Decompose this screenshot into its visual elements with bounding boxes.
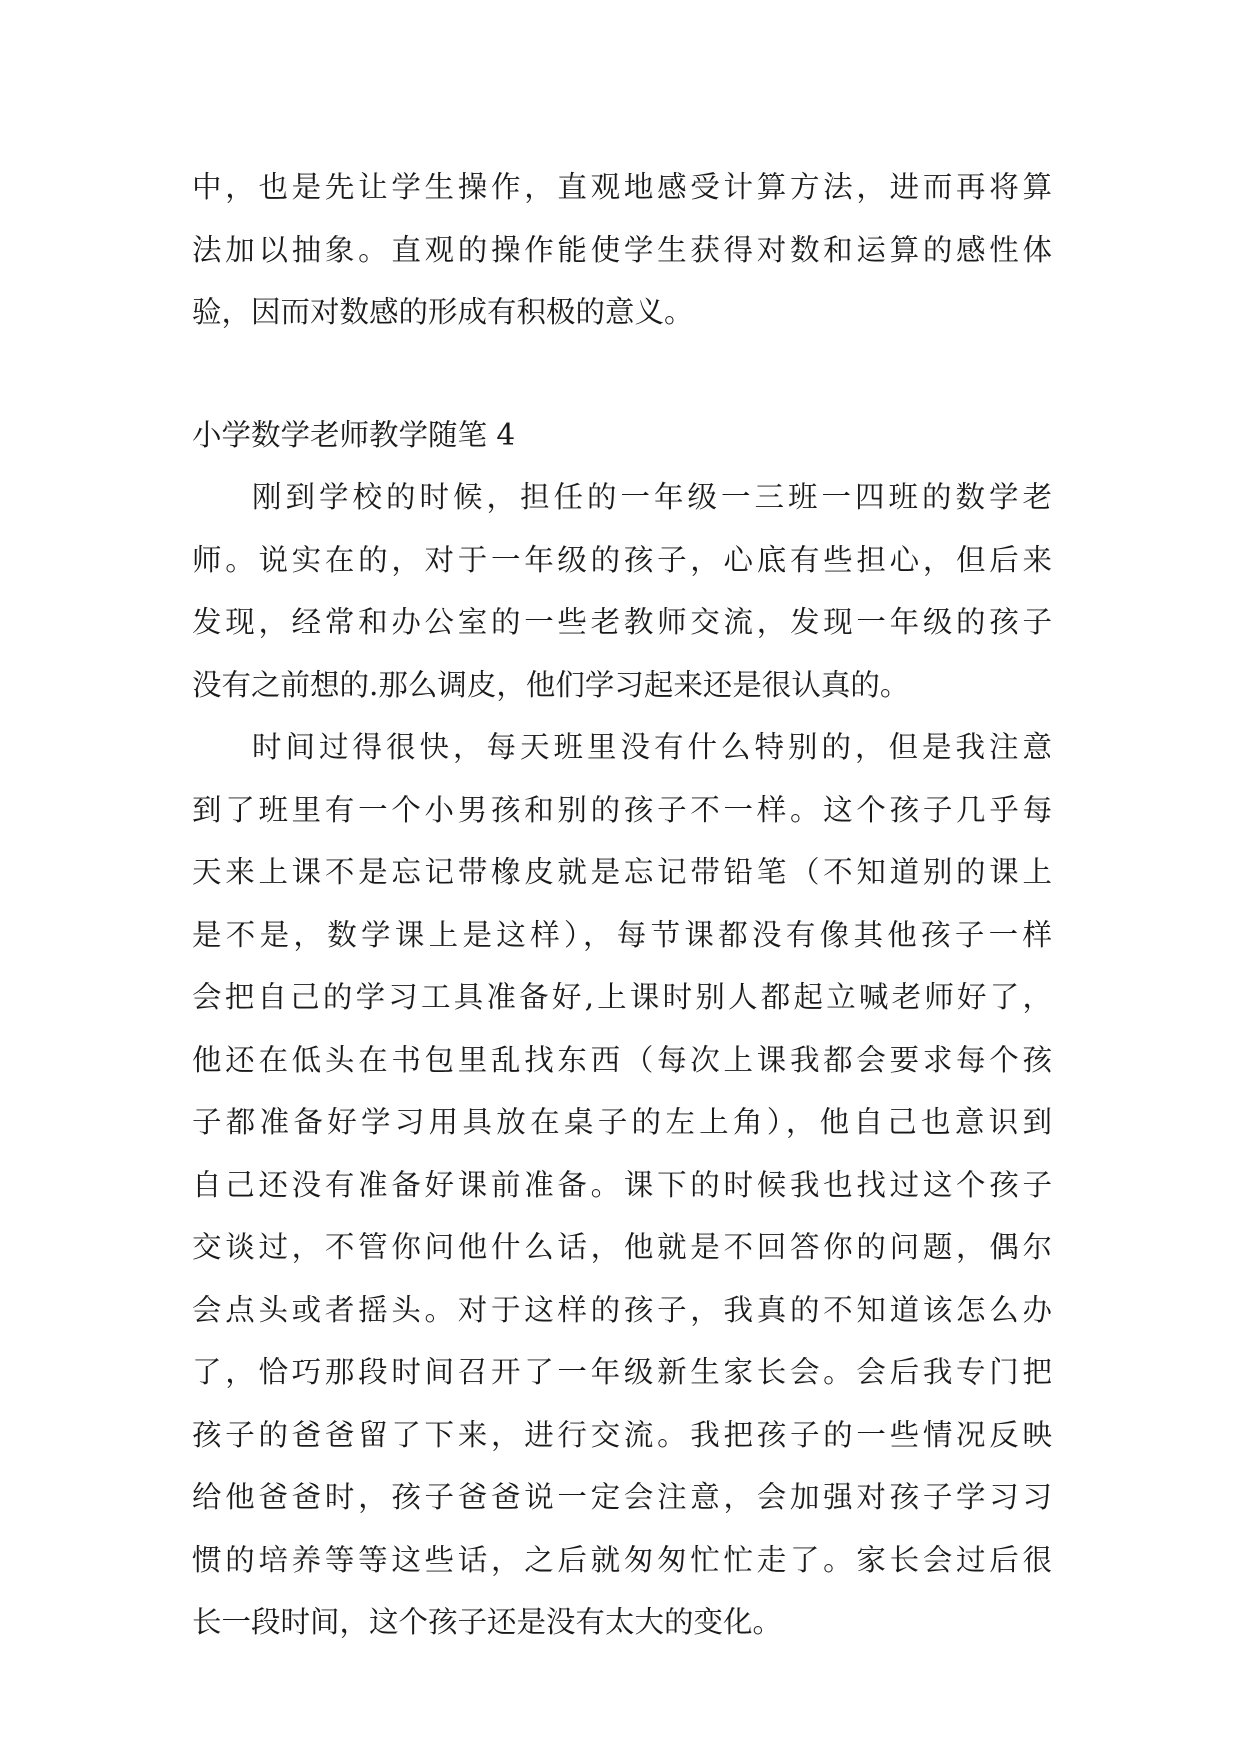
text-line: 中，也是先让学生操作，直观地感受计算方法，进而再将算	[192, 170, 1052, 204]
text-line: 惯的培养等等这些话，之后就匆匆忙忙走了。家长会过后很	[192, 1542, 1052, 1577]
text-line: 孩子的爸爸留了下来，进行交流。我把孩子的一些情况反映	[192, 1417, 1052, 1452]
text-line: 会把自己的学习工具准备好,上课时别人都起立喊老师好了，	[192, 980, 1052, 1014]
text-line: 天来上课不是忘记带橡皮就是忘记带铅笔（不知道别的课上	[192, 855, 1052, 889]
intro-paragraph	[192, 156, 1052, 344]
text-line: 时间过得很快，每天班里没有什么特别的，但是我注意	[252, 730, 1052, 764]
paragraph-1	[192, 466, 1052, 716]
paragraph-2	[192, 716, 1052, 1654]
text-line: 师。说实在的，对于一年级的孩子，心底有些担心，但后来	[192, 542, 1052, 577]
document-body	[192, 156, 1052, 1654]
text-line: 是不是，数学课上是这样），每节课都没有像其他孩子一样	[192, 917, 1052, 952]
text-line: 会点头或者摇头。对于这样的孩子，我真的不知道该怎么办	[192, 1292, 1052, 1327]
text-line: 子都准备好学习用具放在桌子的左上角），他自己也意识到	[192, 1105, 1052, 1139]
section-gap	[192, 344, 1052, 404]
text-line: 到了班里有一个小男孩和别的孩子不一样。这个孩子几乎每	[192, 792, 1052, 827]
text-line: 没有之前想的.那么调皮，他们学习起来还是很认真的。	[192, 667, 910, 702]
text-line: 法加以抽象。直观的操作能使学生获得对数和运算的感性体	[192, 232, 1052, 267]
text-line: 发现，经常和办公室的一些老教师交流，发现一年级的孩子	[192, 605, 1052, 639]
section-title: 小学数学老师教学随笔 4	[192, 417, 516, 452]
text-line: 了，恰巧那段时间召开了一年级新生家长会。会后我专门把	[192, 1355, 1052, 1389]
text-line: 长一段时间，这个孩子还是没有太大的变化。	[192, 1605, 783, 1639]
text-line: 他还在低头在书包里乱找东西（每次上课我都会要求每个孩	[192, 1042, 1052, 1077]
text-line: 交谈过，不管你问他什么话，他就是不回答你的问题，偶尔	[192, 1230, 1052, 1264]
text-line: 验，因而对数感的形成有积极的意义。	[192, 295, 694, 329]
text-line: 给他爸爸时，孩子爸爸说一定会注意，会加强对孩子学习习	[192, 1480, 1052, 1514]
text-line: 刚到学校的时候，担任的一年级一三班一四班的数学老	[252, 480, 1052, 514]
text-line: 自己还没有准备好课前准备。课下的时候我也找过这个孩子	[192, 1167, 1052, 1202]
